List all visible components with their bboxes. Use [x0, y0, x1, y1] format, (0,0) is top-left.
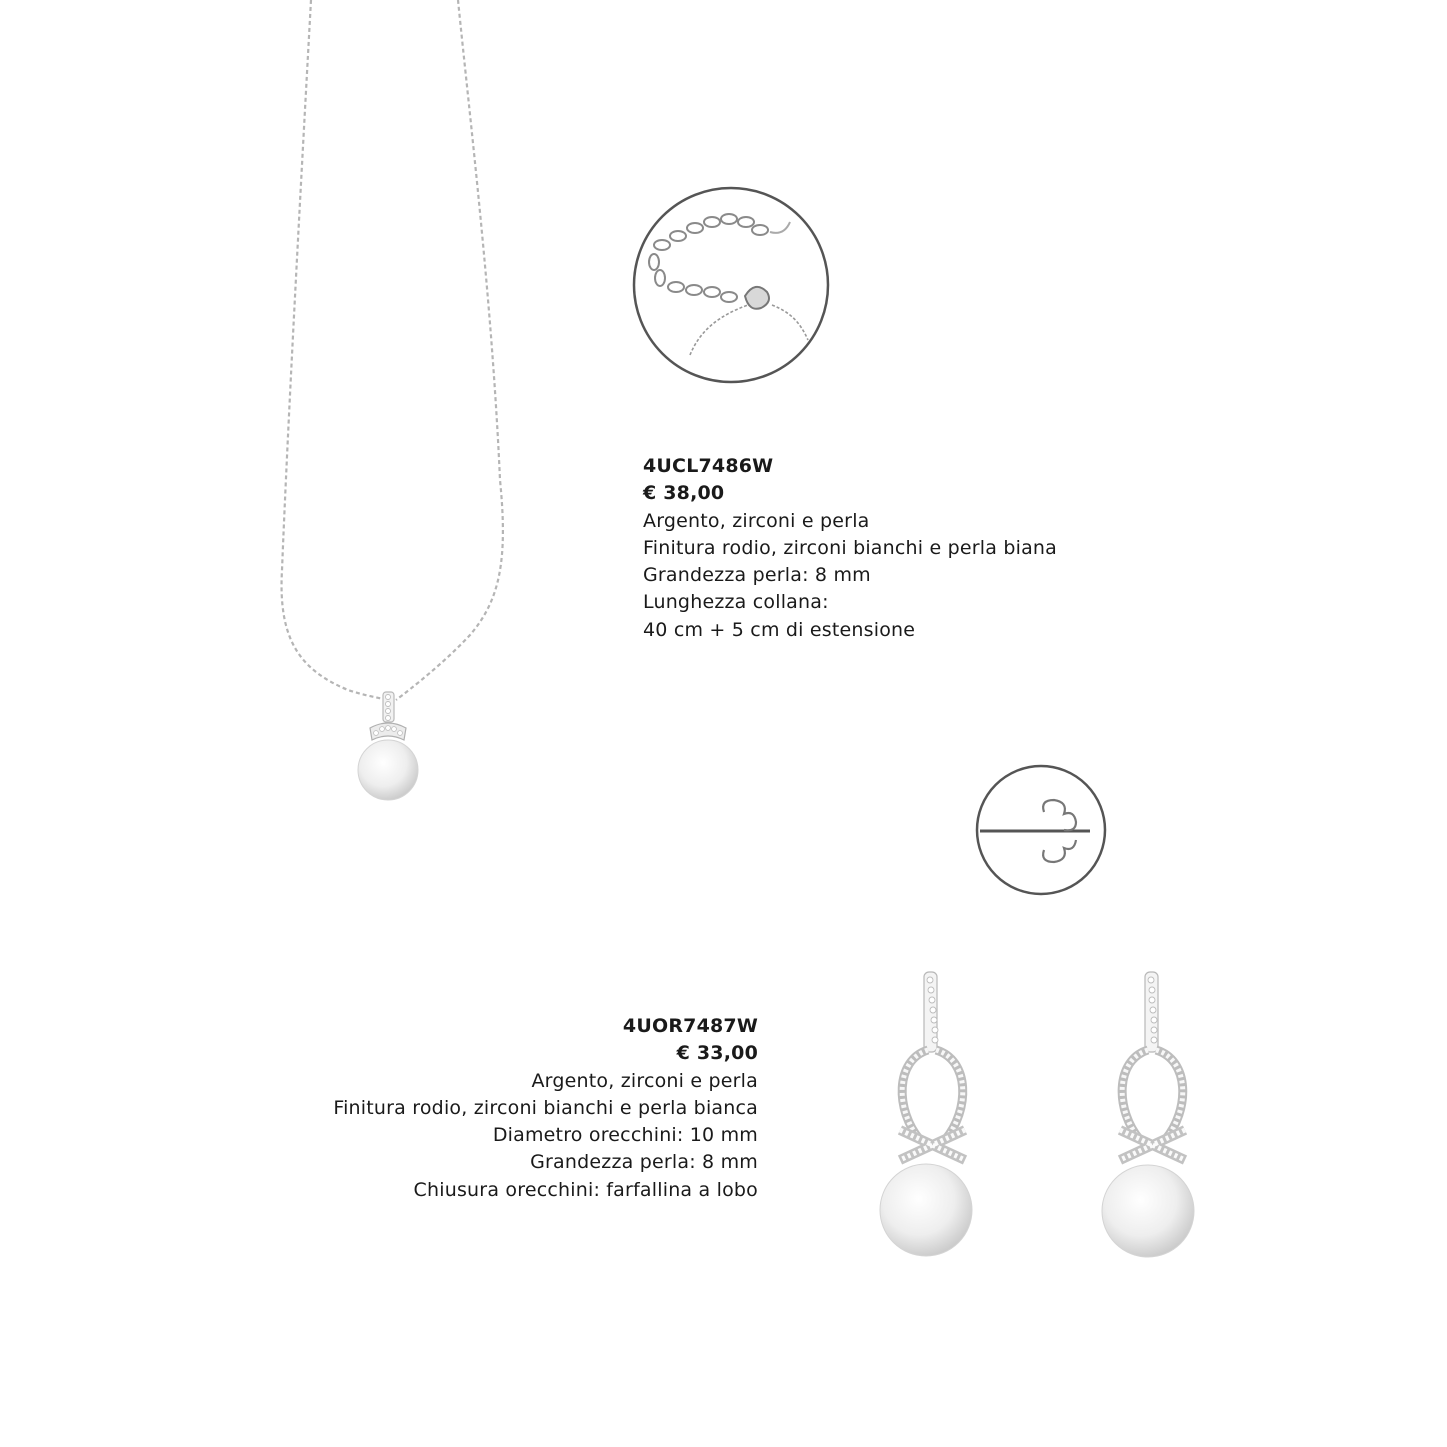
earring-left	[880, 972, 972, 1256]
necklace-photo	[282, 0, 503, 800]
product-detail-line: 40 cm + 5 cm di estensione	[643, 618, 916, 641]
product-detail-line: Grandezza perla: 8 mm	[530, 1151, 758, 1174]
clasp-detail-circle	[634, 188, 828, 382]
product-code: 4UCL7486W	[643, 455, 774, 477]
product-price: € 33,00	[676, 1042, 758, 1065]
earrings-product-info	[333, 1013, 758, 1204]
product-detail-line: Lunghezza collana:	[643, 591, 829, 614]
earring-right-pearl	[1102, 1165, 1194, 1257]
product-detail-line: Finitura rodio, zirconi bianchi e perla bianca	[333, 1096, 758, 1119]
product-detail-line: Finitura rodio, zirconi bianchi e perla biana	[643, 536, 1058, 559]
necklace-pearl	[358, 740, 418, 800]
product-code: 4UOR7487W	[622, 1015, 758, 1037]
product-detail-line: Chiusura orecchini: farfallina a lobo	[413, 1178, 758, 1201]
product-detail-line: Argento, zirconi e perla	[531, 1069, 758, 1092]
product-detail-line: Argento, zirconi e perla	[643, 509, 870, 532]
earring-right	[1102, 972, 1194, 1257]
product-detail-line: Grandezza perla: 8 mm	[643, 564, 871, 587]
earring-back-detail-circle	[977, 766, 1105, 894]
earrings-photo	[880, 972, 1194, 1257]
product-detail-line: Diametro orecchini: 10 mm	[492, 1124, 758, 1147]
necklace-product-info	[643, 453, 1057, 644]
product-price: € 38,00	[643, 482, 725, 505]
earring-left-pearl	[880, 1164, 972, 1256]
necklace-chain	[282, 0, 388, 700]
necklace-pendant	[358, 692, 418, 800]
